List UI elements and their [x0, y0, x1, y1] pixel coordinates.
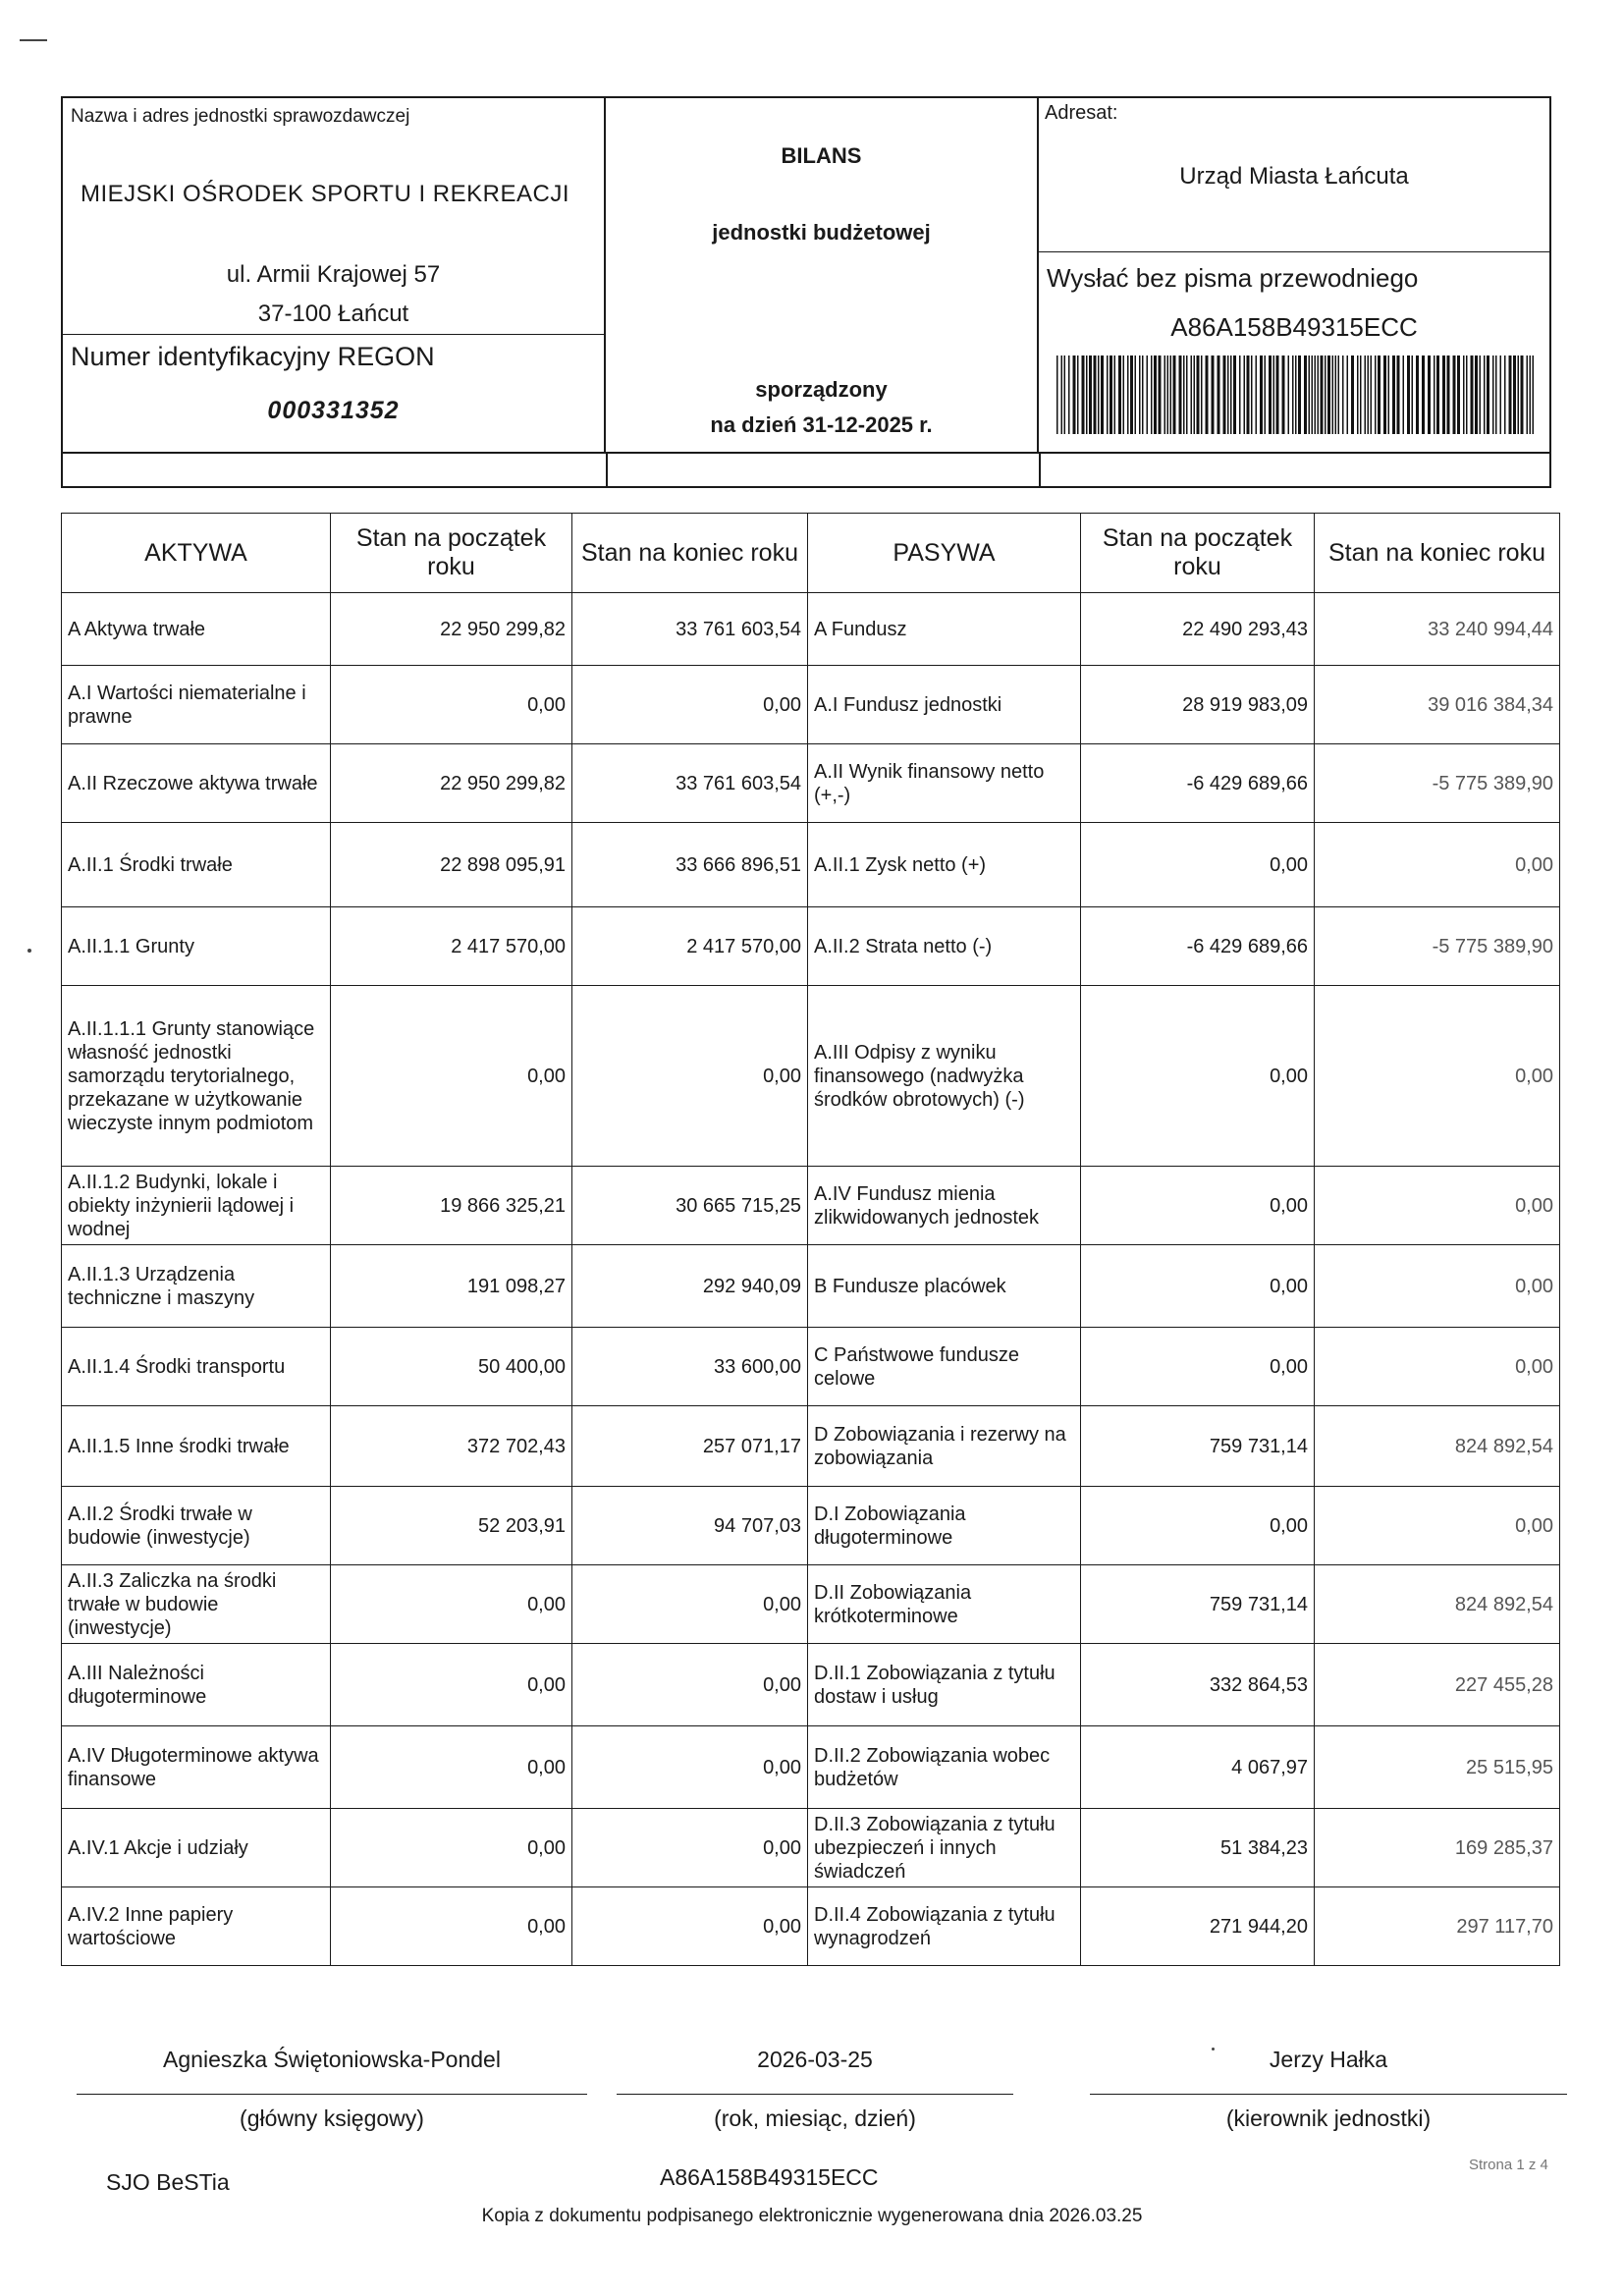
pasywa-end-value: 25 515,95: [1315, 1726, 1560, 1809]
aktywa-end-value: 33 666 896,51: [572, 823, 808, 907]
barcode-bar: [1056, 355, 1058, 434]
table-row: [62, 666, 1560, 744]
table-header-row: [62, 514, 1560, 593]
barcode-bar: [1392, 355, 1395, 434]
barcode-bar: [1416, 355, 1419, 434]
report-subtitle: jednostki budżetowej: [712, 220, 931, 245]
header-footer-strip: [63, 452, 1549, 488]
aktywa-end-value: 0,00: [572, 1726, 808, 1809]
manager-name: Jerzy Hałka: [1269, 2047, 1388, 2072]
header-end: Stan na koniec roku: [572, 514, 808, 593]
barcode-bar: [1304, 355, 1307, 434]
regon-label: Numer identyfikacyjny REGON: [71, 342, 435, 371]
barcode-bar: [1295, 355, 1297, 434]
pasywa-end-value: 33 240 994,44: [1315, 593, 1560, 666]
reporting-unit-cell: [63, 98, 606, 452]
barcode-bar: [1335, 355, 1337, 434]
aktywa-start-value: 372 702,43: [331, 1406, 572, 1487]
pasywa-start-value: 271 944,20: [1081, 1887, 1315, 1966]
pasywa-end-value: 824 892,54: [1315, 1406, 1560, 1487]
pasywa-label: A.III Odpisy z wyniku finansowego (nadwyżka środków obrotowych) (-): [808, 986, 1081, 1167]
accountant-caption: (główny księgowy): [240, 2105, 424, 2131]
aktywa-end-value: 0,00: [572, 1644, 808, 1726]
pasywa-end-value: 297 117,70: [1315, 1887, 1560, 1966]
aktywa-start-value: 0,00: [331, 666, 572, 744]
table-row: [62, 1167, 1560, 1245]
barcode-bar: [1077, 355, 1079, 434]
aktywa-label: A.IV.2 Inne papiery wartościowe: [62, 1887, 331, 1966]
barcode-bar: [1256, 355, 1258, 434]
aktywa-start-value: 22 950 299,82: [331, 593, 572, 666]
barcode-bar: [1504, 355, 1506, 434]
signature-line: [1090, 2094, 1567, 2095]
page-number: Strona 1 z 4: [1469, 2157, 1548, 2173]
pasywa-start-value: -6 429 689,66: [1081, 744, 1315, 823]
aktywa-end-value: 0,00: [572, 1809, 808, 1887]
aktywa-label: A.II.1.5 Inne środki trwałe: [62, 1406, 331, 1487]
aktywa-end-value: 0,00: [572, 1887, 808, 1966]
barcode-bar: [1218, 355, 1220, 434]
aktywa-end-value: 33 761 603,54: [572, 593, 808, 666]
barcode-bar: [1466, 355, 1468, 434]
pasywa-start-value: 51 384,23: [1081, 1809, 1315, 1887]
barcode-bar: [1073, 355, 1076, 434]
barcode-bar: [1183, 355, 1185, 434]
barcode-bar: [1142, 355, 1144, 434]
aktywa-start-value: 2 417 570,00: [331, 907, 572, 986]
manager-caption: (kierownik jednostki): [1225, 2105, 1432, 2131]
date-caption: (rok, miesiąc, dzień): [714, 2105, 916, 2131]
aktywa-start-value: 0,00: [331, 1565, 572, 1644]
barcode-bar: [1061, 355, 1063, 434]
barcode-bar: [1351, 355, 1354, 434]
barcode-bar: [1357, 355, 1359, 434]
pasywa-label: A.II Wynik finansowy netto (+,-): [808, 744, 1081, 823]
barcode-bar: [1412, 355, 1414, 434]
prepared-label: sporządzony: [755, 377, 888, 402]
table-row: [62, 986, 1560, 1167]
pasywa-end-value: -5 775 389,90: [1315, 907, 1560, 986]
table-row: [62, 1887, 1560, 1966]
barcode-bar: [1332, 355, 1334, 434]
pasywa-start-value: 0,00: [1081, 1167, 1315, 1245]
signature-date: 2026-03-25: [757, 2047, 873, 2072]
barcode-bar: [1114, 355, 1116, 434]
barcode-bar: [1251, 355, 1253, 434]
aktywa-start-value: 0,00: [331, 986, 572, 1167]
table-row: [62, 1565, 1560, 1644]
barcode-bar: [1164, 355, 1166, 434]
pasywa-label: B Fundusze placówek: [808, 1245, 1081, 1328]
adresat-label: Adresat:: [1045, 102, 1118, 124]
pasywa-start-value: 0,00: [1081, 823, 1315, 907]
barcode-bar: [1315, 355, 1317, 434]
barcode-bar: [1123, 355, 1125, 434]
aktywa-start-value: 0,00: [331, 1726, 572, 1809]
barcode-bar: [1089, 355, 1092, 434]
aktywa-start-value: 19 866 325,21: [331, 1167, 572, 1245]
barcode-bar: [1292, 355, 1294, 434]
barcode-bar: [1273, 355, 1275, 434]
barcode-bar: [1342, 355, 1344, 434]
barcode-bar: [1347, 355, 1349, 434]
header-pasywa: PASYWA: [808, 514, 1081, 593]
pasywa-end-value: 0,00: [1315, 823, 1560, 907]
scan-mark: [27, 949, 31, 953]
pasywa-end-value: 169 285,37: [1315, 1809, 1560, 1887]
barcode-bar: [1212, 355, 1215, 434]
pasywa-label: D.II Zobowiązania krótkoterminowe: [808, 1565, 1081, 1644]
pasywa-start-value: 332 864,53: [1081, 1644, 1315, 1726]
barcode-bar: [1197, 355, 1200, 434]
report-header: [61, 96, 1551, 488]
barcode-bar: [1527, 355, 1529, 434]
barcode-bar: [1368, 355, 1370, 434]
barcode-bar: [1447, 355, 1450, 434]
barcode-bar: [1282, 355, 1285, 434]
barcode-bar: [1495, 355, 1497, 434]
header-aktywa: AKTYWA: [62, 514, 331, 593]
aktywa-label: A.IV.1 Akcje i udziały: [62, 1809, 331, 1887]
barcode-bar: [1378, 355, 1380, 434]
pasywa-label: A.II.2 Strata netto (-): [808, 907, 1081, 986]
barcode-bar: [1457, 355, 1460, 434]
pasywa-label: D.II.4 Zobowiązania z tytułu wynagrodzeń: [808, 1887, 1081, 1966]
barcode-bar: [1147, 355, 1149, 434]
barcode-bar: [1086, 355, 1088, 434]
aktywa-end-value: 0,00: [572, 986, 808, 1167]
pasywa-end-value: 824 892,54: [1315, 1565, 1560, 1644]
barcode-bar: [1288, 355, 1290, 434]
adresat-value: Urząd Miasta Łańcuta: [1179, 163, 1409, 190]
unit-label: Nazwa i adres jednostki sprawozdawczej: [71, 106, 410, 127]
aktywa-label: A.III Należności długoterminowe: [62, 1644, 331, 1726]
barcode-bar: [1130, 355, 1133, 434]
pasywa-end-value: 0,00: [1315, 986, 1560, 1167]
barcode-bar: [1247, 355, 1250, 434]
report-title-cell: [606, 98, 1039, 452]
barcode-bar: [1269, 355, 1272, 434]
pasywa-end-value: -5 775 389,90: [1315, 744, 1560, 823]
barcode-bar: [1360, 355, 1362, 434]
barcode-bar: [1230, 355, 1232, 434]
barcode-bar: [1318, 355, 1320, 434]
aktywa-label: A.II.1.3 Urządzenia techniczne i maszyny: [62, 1245, 331, 1328]
barcode-bar: [1151, 355, 1153, 434]
barcode-bar: [1170, 355, 1172, 434]
barcode-bar: [1530, 355, 1532, 434]
barcode-bar: [1500, 355, 1502, 434]
aktywa-end-value: 257 071,17: [572, 1406, 808, 1487]
pasywa-start-value: -6 429 689,66: [1081, 907, 1315, 986]
aktywa-end-value: 30 665 715,25: [572, 1167, 808, 1245]
aktywa-label: A.II.1.4 Środki transportu: [62, 1328, 331, 1406]
barcode-bar: [1365, 355, 1367, 434]
barcode-bar: [1487, 355, 1489, 434]
barcode-bar: [1475, 355, 1478, 434]
aktywa-end-value: 33 600,00: [572, 1328, 808, 1406]
system-name: SJO BeSTia: [106, 2169, 230, 2195]
pasywa-label: C Państwowe fundusze celowe: [808, 1328, 1081, 1406]
barcode-bar: [1127, 355, 1129, 434]
header-end2: Stan na koniec roku: [1315, 514, 1560, 593]
accountant-name: Agnieszka Świętoniowska-Pondel: [163, 2047, 501, 2072]
address-line2: 37-100 Łańcut: [257, 301, 409, 327]
pasywa-start-value: 0,00: [1081, 1245, 1315, 1328]
aktywa-start-value: 22 898 095,91: [331, 823, 572, 907]
report-title: BILANS: [781, 143, 862, 168]
barcode-bar: [1434, 355, 1435, 434]
barcode-bar: [1453, 355, 1456, 434]
scan-mark: [20, 39, 47, 41]
barcode-bar: [1107, 355, 1109, 434]
barcode-bar: [1509, 355, 1512, 434]
pasywa-start-value: 759 731,14: [1081, 1565, 1315, 1644]
barcode-bar: [1533, 355, 1535, 434]
barcode-bar: [1407, 355, 1410, 434]
barcode-bar: [1159, 355, 1162, 434]
divider: [1039, 251, 1549, 252]
pasywa-label: D.II.1 Zobowiązania z tytułu dostaw i usług: [808, 1644, 1081, 1726]
send-note: Wysłać bez pisma przewodniego: [1047, 263, 1419, 293]
barcode-bar: [1110, 355, 1112, 434]
unit-name: MIEJSKI OŚRODEK SPORTU I REKREACJI: [81, 181, 569, 207]
recipient-cell: [1039, 98, 1549, 452]
barcode-bar: [1094, 355, 1097, 434]
barcode-bar: [1442, 355, 1445, 434]
regon-value: 000331352: [267, 397, 400, 424]
barcode-bar: [1480, 355, 1482, 434]
table-row: [62, 907, 1560, 986]
divider: [63, 334, 604, 335]
barcode-bar: [1265, 355, 1267, 434]
table-row: [62, 1406, 1560, 1487]
barcode-bar: [1383, 355, 1386, 434]
barcode-bar: [1397, 355, 1400, 434]
scan-mark: [1212, 2048, 1215, 2050]
as-of-date: na dzień 31-12-2025 r.: [710, 412, 933, 437]
barcode-icon: [1055, 355, 1540, 434]
pasywa-start-value: 4 067,97: [1081, 1726, 1315, 1809]
aktywa-label: A.II Rzeczowe aktywa trwałe: [62, 744, 331, 823]
aktywa-start-value: 22 950 299,82: [331, 744, 572, 823]
barcode-bar: [1298, 355, 1301, 434]
barcode-bar: [1101, 355, 1104, 434]
barcode-bar: [1179, 355, 1182, 434]
pasywa-end-value: 39 016 384,34: [1315, 666, 1560, 744]
barcode-bar: [1064, 355, 1066, 434]
barcode-bar: [1173, 355, 1176, 434]
pasywa-start-value: 28 919 983,09: [1081, 666, 1315, 744]
pasywa-end-value: 0,00: [1315, 1328, 1560, 1406]
barcode-bar: [1436, 355, 1439, 434]
aktywa-label: A.II.2 Środki trwałe w budowie (inwestycje): [62, 1487, 331, 1565]
barcode-bar: [1521, 355, 1524, 434]
barcode-bar: [1223, 355, 1226, 434]
signature-line: [617, 2094, 1013, 2095]
barcode-bar: [1513, 355, 1516, 434]
barcode-bar: [1139, 355, 1141, 434]
table-row: [62, 744, 1560, 823]
barcode-bar: [1371, 355, 1373, 434]
aktywa-end-value: 0,00: [572, 1565, 808, 1644]
aktywa-label: A.II.1.2 Budynki, lokale i obiekty inżynierii lądowej i wodnej: [62, 1167, 331, 1245]
balance-table: [61, 513, 1560, 1966]
aktywa-end-value: 2 417 570,00: [572, 907, 808, 986]
barcode-bar: [1135, 355, 1137, 434]
pasywa-label: A.I Fundusz jednostki: [808, 666, 1081, 744]
barcode-bar: [1309, 355, 1311, 434]
aktywa-label: A.II.1.1 Grunty: [62, 907, 331, 986]
barcode-bar: [1338, 355, 1340, 434]
barcode-bar: [1325, 355, 1326, 434]
pasywa-end-value: 227 455,28: [1315, 1644, 1560, 1726]
barcode-bar: [1206, 355, 1209, 434]
barcode-bar: [1375, 355, 1377, 434]
aktywa-start-value: 50 400,00: [331, 1328, 572, 1406]
barcode-bar: [1327, 355, 1330, 434]
barcode-bar: [1518, 355, 1520, 434]
barcode-bar: [1239, 355, 1241, 434]
pasywa-end-value: 0,00: [1315, 1245, 1560, 1328]
signature-line: [77, 2094, 587, 2095]
pasywa-start-value: 0,00: [1081, 986, 1315, 1167]
table-row: [62, 1328, 1560, 1406]
aktywa-label: A.II.1 Środki trwałe: [62, 823, 331, 907]
barcode-bar: [1244, 355, 1246, 434]
table-row: [62, 823, 1560, 907]
address-line1: ul. Armii Krajowej 57: [226, 261, 441, 288]
aktywa-label: A Aktywa trwałe: [62, 593, 331, 666]
table-row: [62, 1644, 1560, 1726]
barcode-bar: [1484, 355, 1486, 434]
barcode-bar: [1082, 355, 1085, 434]
barcode-bar: [1233, 355, 1236, 434]
aktywa-label: A.IV Długoterminowe aktywa finansowe: [62, 1726, 331, 1809]
pasywa-start-value: 759 731,14: [1081, 1406, 1315, 1487]
pasywa-label: A Fundusz: [808, 593, 1081, 666]
aktywa-label: A.II.1.1.1 Grunty stanowiące własność jednostki samorządu terytorialnego, przekazane w użytkowanie wieczyste innym podmiotom: [62, 986, 331, 1167]
barcode-bar: [1068, 355, 1070, 434]
header-start2: Stan na początek roku: [1081, 514, 1315, 593]
barcode-bar: [1492, 355, 1494, 434]
aktywa-label: A.II.3 Zaliczka na środki trwałe w budowie (inwestycje): [62, 1565, 331, 1644]
table-row: [62, 1487, 1560, 1565]
aktywa-start-value: 0,00: [331, 1809, 572, 1887]
barcode-bar: [1154, 355, 1157, 434]
barcode-bar: [1098, 355, 1100, 434]
aktywa-start-value: 0,00: [331, 1644, 572, 1726]
document-code: A86A158B49315ECC: [1170, 312, 1418, 342]
barcode-bar: [1422, 355, 1425, 434]
aktywa-start-value: 52 203,91: [331, 1487, 572, 1565]
pasywa-label: D.II.2 Zobowiązania wobec budżetów: [808, 1726, 1081, 1809]
barcode-bar: [1276, 355, 1279, 434]
aktywa-label: A.I Wartości niematerialne i prawne: [62, 666, 331, 744]
barcode-bar: [1471, 355, 1474, 434]
table-row: [62, 1809, 1560, 1887]
table-row: [62, 593, 1560, 666]
barcode-bar: [1428, 355, 1431, 434]
pasywa-label: D.II.3 Zobowiązania z tytułu ubezpieczeń i innych świadczeń: [808, 1809, 1081, 1887]
barcode-bar: [1463, 355, 1465, 434]
pasywa-label: D.I Zobowiązania długoterminowe: [808, 1487, 1081, 1565]
barcode-bar: [1186, 355, 1188, 434]
pasywa-start-value: 22 490 293,43: [1081, 593, 1315, 666]
header-start: Stan na początek roku: [331, 514, 572, 593]
aktywa-end-value: 0,00: [572, 666, 808, 744]
barcode-bar: [1201, 355, 1203, 434]
aktywa-end-value: 33 761 603,54: [572, 744, 808, 823]
pasywa-start-value: 0,00: [1081, 1487, 1315, 1565]
barcode-bar: [1260, 355, 1263, 434]
pasywa-end-value: 0,00: [1315, 1487, 1560, 1565]
aktywa-end-value: 292 940,09: [572, 1245, 808, 1328]
barcode-bar: [1118, 355, 1121, 434]
pasywa-label: A.II.1 Zysk netto (+): [808, 823, 1081, 907]
pasywa-end-value: 0,00: [1315, 1167, 1560, 1245]
pasywa-start-value: 0,00: [1081, 1328, 1315, 1406]
barcode-bar: [1403, 355, 1405, 434]
aktywa-end-value: 94 707,03: [572, 1487, 808, 1565]
barcode-bar: [1312, 355, 1314, 434]
barcode-bar: [1321, 355, 1324, 434]
pasywa-label: A.IV Fundusz mienia zlikwidowanych jednostek: [808, 1167, 1081, 1245]
aktywa-start-value: 191 098,27: [331, 1245, 572, 1328]
copy-note: Kopia z dokumentu podpisanego elektronicznie wygenerowana dnia 2026.03.25: [481, 2206, 1143, 2226]
barcode-bar: [1167, 355, 1169, 434]
barcode-bar: [1388, 355, 1390, 434]
table-row: [62, 1245, 1560, 1328]
footer-code: A86A158B49315ECC: [660, 2164, 879, 2190]
aktywa-start-value: 0,00: [331, 1887, 572, 1966]
table-row: [62, 1726, 1560, 1809]
barcode-bar: [1191, 355, 1193, 434]
pasywa-label: D Zobowiązania i rezerwy na zobowiązania: [808, 1406, 1081, 1487]
barcode-bar: [1194, 355, 1196, 434]
barcode-bar: [1227, 355, 1229, 434]
